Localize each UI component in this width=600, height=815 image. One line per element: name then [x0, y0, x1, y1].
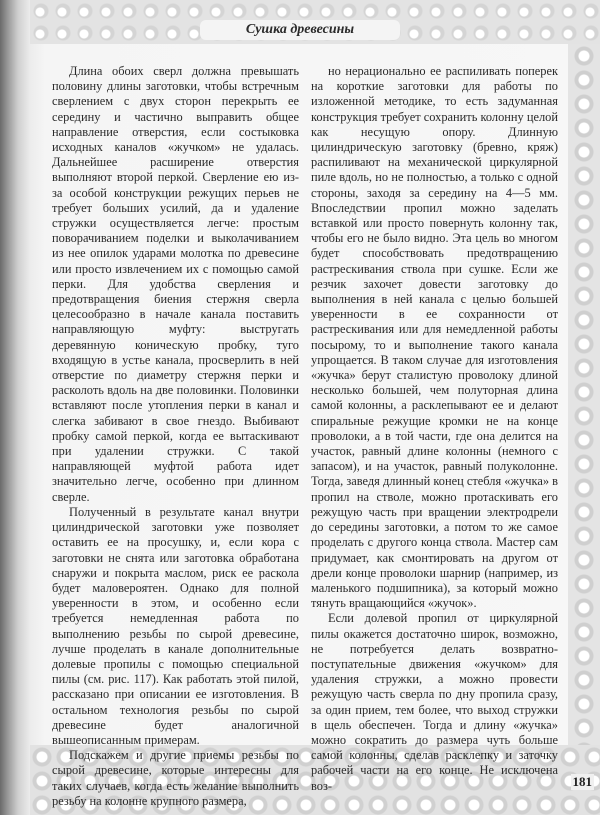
text-column-right — [311, 64, 558, 794]
text-column-left — [52, 64, 299, 809]
page-number: 181 — [572, 774, 592, 789]
paragraph: Подскажем и другие приемы резьбы по сырой древесине, которые интересны для таких случаев, когда есть желание выполнить резьбу на колонне крупного размера, — [52, 748, 299, 808]
paragraph: Длина обоих сверл должна превышать половину длины заготовки, чтобы встречным сверлением с двух сторон перекрыть ее середину и частично выправить общее направление отверстия, если состыковка исходных каналов «жучком» не удалась. Дальнейшее расширение отверстия выполняют второй перкой. Сверление ею из-за особой конструкции режущих перьев не требует больших усилий, да и удаление стружки осуществляется легче: простым поворачиванием поделки и выколачиванием из нее опилок ударами молотка по древесине или просто извлечением их с помощью самой перки. Для удобства сверления и предотвращения биения стержня сверла целесообразно в начале канала поставить направляющую муфту: выстругать деревянную коническую пробку, туго входящую в устье канала, просверлить в ней отверстие по диаметру стержня перки и расколоть вдоль на две половинки. Половинки вставляют после утопления перки в канал и слегка забивают в свое гнездо. Выбивают пробку самой перкой, когда ее вытаскивают при удалении стружки. С такой направляющей муфтой работа идет значительно легче, особенно при длинном сверле. — [52, 64, 299, 504]
paragraph: Если долевой пропил от циркулярной пилы окажется достаточно широк, возможно, не потребуется делать возвратно-поступательные движения «жучком» для удаления стружки, а можно провести режущую часть сверла по дну пропила сразу, за один прием, тем более, что выход стружки в щель обеспечен. Тогда и длину «жучка» можно сократить до размера чуть больше самой колонны, сделав расклепку и заточку рабочей части на его конце. Не исключена воз- — [311, 611, 558, 793]
paragraph: но нерационально ее распиливать поперек на короткие заготовки для работы по изложенной методике, то есть задуманная конструкция требует сохранить колонну целой как несущую опору. Длинную цилиндрическую заготовку (бревно, кряж) распиливают на механической циркулярной пиле вдоль, но не полностью, а только с одной стороны, заходя за середину на 4—5 мм. Впоследствии пропил можно заделать вставкой или просто повернуть колонну так, чтобы его не было видно. Эта цель во многом будет способствовать предотвращению растрескивания ствола при сушке. Если же резчик захочет довести заготовку до выполнения в ней канала с целью большей уверенности в ее сохранности от растрескивания или для немедленной работы посырому, то и выполнение такого канала упрощается. В таком случае для изготовления «жучка» берут сталистую проволоку длиной несколько большей, чем полуторная длина самой колонны, а расклепывают ее и делают спиральные режущие кромки не на конце проволоки, а в той части, где она делится на участок, равный длине колонны (немного с запасом), и на участок, равный полуколонне. Тогда, заведя длинный конец стебля «жучка» в пропил на стволе, можно протаскивать его режущую часть при вращении электродрели до середины заготовки, а потом то же самое проделать с другого конца ствола. Мастер сам придумает, как смонтировать на другом от дрели конце проволоки шарнир (например, из маленького подшипника), за который можно тянуть вращающийся «жучок». — [311, 64, 558, 611]
running-header-title: Сушка древесины — [200, 20, 400, 40]
paragraph: Полученный в результате канал внутри цилиндрической заготовки уже позволяет оставить ее на просушку, и, если кора с заготовки не снята или заготовка обработана снаружи и покрыта маслом, риск ее раскола будет маловероятен. Однако для полной уверенности в этом, и особенно если требуется немедленная работа по выполнению резьбы по сырой древесине, лучше проделать в канале дополнительные долевые пропилы с помощью специальной пилы (см. рис. 117). Как работать этой пилой, рассказано при описании ее изготовления. В остальном технология резьбы по сырой древесине будет аналогичной вышеописанным примерам. — [52, 504, 299, 747]
lace-border-right — [568, 44, 600, 745]
